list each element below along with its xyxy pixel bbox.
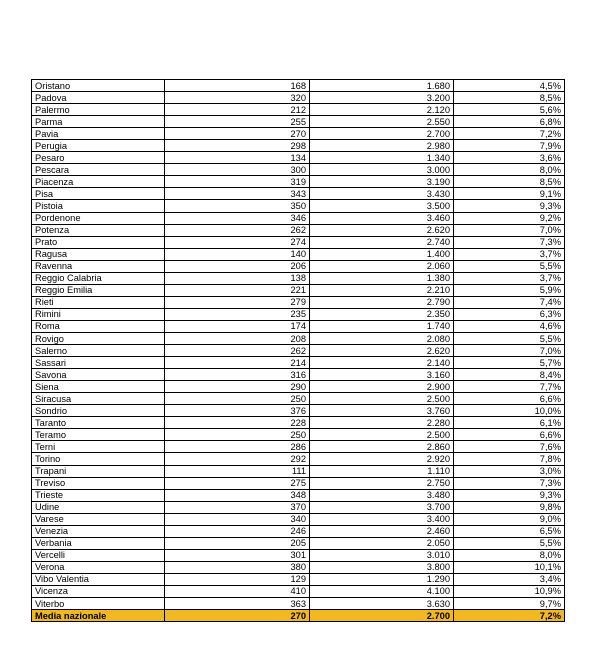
table-row: [32, 381, 565, 393]
value-cell: 138: [165, 272, 310, 284]
table-row: [32, 477, 565, 489]
percent-cell: 6,5%: [454, 525, 565, 537]
percent-cell: 10,9%: [454, 585, 565, 597]
city-name-cell: Prato: [32, 236, 165, 248]
table-row: [32, 405, 565, 417]
city-name-cell: Potenza: [32, 224, 165, 236]
value-cell: 380: [165, 561, 310, 573]
value-cell: 370: [165, 501, 310, 513]
table-row: [32, 260, 565, 272]
table-row: [32, 296, 565, 308]
city-name-cell: Reggio Emilia: [32, 284, 165, 296]
table-row: [32, 272, 565, 284]
amount-cell: 2.080: [310, 332, 454, 344]
percent-cell: 5,5%: [454, 537, 565, 549]
amount-cell: 2.460: [310, 525, 454, 537]
amount-cell: 2.620: [310, 345, 454, 357]
table-row: [32, 417, 565, 429]
amount-cell: 4.100: [310, 585, 454, 597]
value-cell: 140: [165, 248, 310, 260]
percent-cell: 8,5%: [454, 92, 565, 104]
value-cell: 300: [165, 164, 310, 176]
value-cell: 319: [165, 176, 310, 188]
percent-cell: 3,6%: [454, 152, 565, 164]
city-name-cell: Taranto: [32, 417, 165, 429]
amount-cell: 1.290: [310, 573, 454, 585]
value-cell: 292: [165, 453, 310, 465]
value-cell: 290: [165, 381, 310, 393]
percent-cell: 10,1%: [454, 561, 565, 573]
city-name-cell: Trapani: [32, 465, 165, 477]
table-row: [32, 284, 565, 296]
amount-cell: 3.400: [310, 513, 454, 525]
percent-cell: 7,2%: [454, 128, 565, 140]
table-row: [32, 598, 565, 610]
value-cell: 274: [165, 236, 310, 248]
value-cell: 320: [165, 92, 310, 104]
amount-cell: 3.630: [310, 598, 454, 610]
city-name-cell: Treviso: [32, 477, 165, 489]
table-row: [32, 549, 565, 561]
amount-cell: 2.860: [310, 441, 454, 453]
table-row: [32, 152, 565, 164]
amount-cell: 3.760: [310, 405, 454, 417]
percent-cell: 7,0%: [454, 345, 565, 357]
table-row: [32, 176, 565, 188]
city-name-cell: Vercelli: [32, 549, 165, 561]
amount-cell: 2.550: [310, 116, 454, 128]
percent-cell: 3,7%: [454, 272, 565, 284]
percent-cell: 5,6%: [454, 104, 565, 116]
percent-cell: 8,0%: [454, 549, 565, 561]
value-cell: 301: [165, 549, 310, 561]
value-cell: 348: [165, 489, 310, 501]
city-name-cell: Ravenna: [32, 260, 165, 272]
city-name-cell: Reggio Calabria: [32, 272, 165, 284]
amount-cell: 2.500: [310, 429, 454, 441]
city-name-cell: Rieti: [32, 296, 165, 308]
amount-cell: 2.140: [310, 357, 454, 369]
amount-cell: 3.700: [310, 501, 454, 513]
table-row: [32, 140, 565, 152]
value-cell: 228: [165, 417, 310, 429]
amount-cell: 2.280: [310, 417, 454, 429]
city-name-cell: Verbania: [32, 537, 165, 549]
percent-cell: 3,7%: [454, 248, 565, 260]
value-cell: 168: [165, 80, 310, 92]
city-name-cell: Udine: [32, 501, 165, 513]
table-row: [32, 200, 565, 212]
value-cell: 363: [165, 598, 310, 610]
value-cell: 275: [165, 477, 310, 489]
value-cell: 262: [165, 224, 310, 236]
table-row: [32, 248, 565, 260]
value-cell: 134: [165, 152, 310, 164]
value-cell: 235: [165, 308, 310, 320]
table-row: [32, 393, 565, 405]
city-name-cell: Torino: [32, 453, 165, 465]
value-cell: 214: [165, 357, 310, 369]
city-name-cell: Piacenza: [32, 176, 165, 188]
table-row: [32, 585, 565, 597]
percent-cell: 7,8%: [454, 453, 565, 465]
city-name-cell: Venezia: [32, 525, 165, 537]
value-cell: 212: [165, 104, 310, 116]
value-cell: 111: [165, 465, 310, 477]
amount-cell: 3.010: [310, 549, 454, 561]
percent-cell: 5,5%: [454, 332, 565, 344]
percent-cell: 5,9%: [454, 284, 565, 296]
table-row: [32, 357, 565, 369]
percent-cell: 7,3%: [454, 477, 565, 489]
amount-cell: 2.700: [310, 128, 454, 140]
city-name-cell: Roma: [32, 320, 165, 332]
city-name-cell: Rimini: [32, 308, 165, 320]
value-cell: 343: [165, 188, 310, 200]
percent-cell: 7,0%: [454, 224, 565, 236]
amount-cell: 3.000: [310, 164, 454, 176]
city-name-cell: Pesaro: [32, 152, 165, 164]
table-row: [32, 465, 565, 477]
table-row: [32, 561, 565, 573]
amount-cell: 1.380: [310, 272, 454, 284]
table-row: [32, 212, 565, 224]
city-name-cell: Pistoia: [32, 200, 165, 212]
amount-cell: 1.400: [310, 248, 454, 260]
city-name-cell: Padova: [32, 92, 165, 104]
percent-cell: 8,4%: [454, 369, 565, 381]
value-cell: 221: [165, 284, 310, 296]
value-cell: 255: [165, 116, 310, 128]
table-row: [32, 188, 565, 200]
amount-cell: 2.060: [310, 260, 454, 272]
amount-cell: 1.740: [310, 320, 454, 332]
amount-cell: 2.050: [310, 537, 454, 549]
amount-cell: 3.500: [310, 200, 454, 212]
amount-cell: 2.980: [310, 140, 454, 152]
city-name-cell: Vibo Valentia: [32, 573, 165, 585]
city-name-cell: Perugia: [32, 140, 165, 152]
value-cell: 298: [165, 140, 310, 152]
table-row: [32, 164, 565, 176]
value-cell: 350: [165, 200, 310, 212]
percent-cell: 6,6%: [454, 393, 565, 405]
city-name-cell: Palermo: [32, 104, 165, 116]
city-name-cell: Trieste: [32, 489, 165, 501]
value-cell: 174: [165, 320, 310, 332]
percent-cell: 9,3%: [454, 489, 565, 501]
table-row: [32, 489, 565, 501]
value-cell: 270: [165, 128, 310, 140]
percent-cell: 7,4%: [454, 296, 565, 308]
amount-cell: 3.460: [310, 212, 454, 224]
city-name-cell: Oristano: [32, 80, 165, 92]
value-cell: 410: [165, 585, 310, 597]
table-row: [32, 537, 565, 549]
city-name-cell: Savona: [32, 369, 165, 381]
amount-cell: 2.900: [310, 381, 454, 393]
table-row: [32, 429, 565, 441]
amount-cell: 1.680: [310, 80, 454, 92]
amount-cell: 2.790: [310, 296, 454, 308]
total-row: [32, 610, 565, 622]
value-cell: 246: [165, 525, 310, 537]
percent-cell: 9,1%: [454, 188, 565, 200]
value-cell: 279: [165, 296, 310, 308]
table-row: [32, 116, 565, 128]
city-name-cell: Sondrio: [32, 405, 165, 417]
table-row: [32, 236, 565, 248]
city-name-cell: Sassari: [32, 357, 165, 369]
city-name-cell: Pavia: [32, 128, 165, 140]
city-name-cell: Pescara: [32, 164, 165, 176]
table-row: [32, 80, 565, 92]
percent-cell: 7,3%: [454, 236, 565, 248]
city-name-cell: Siracusa: [32, 393, 165, 405]
amount-cell: 3.430: [310, 188, 454, 200]
amount-cell: 2.620: [310, 224, 454, 236]
value-cell: 346: [165, 212, 310, 224]
percent-cell: 8,5%: [454, 176, 565, 188]
table-row: [32, 320, 565, 332]
percent-cell: 5,7%: [454, 357, 565, 369]
city-name-cell: Pisa: [32, 188, 165, 200]
city-name-cell: Varese: [32, 513, 165, 525]
amount-cell: 3.190: [310, 176, 454, 188]
table-row: [32, 513, 565, 525]
amount-cell: 3.200: [310, 92, 454, 104]
amount-cell: 2.740: [310, 236, 454, 248]
amount-cell: 2.500: [310, 393, 454, 405]
percent-cell: 4,6%: [454, 320, 565, 332]
amount-cell: 2.920: [310, 453, 454, 465]
city-name-cell: Vicenza: [32, 585, 165, 597]
city-name-cell: Teramo: [32, 429, 165, 441]
percent-cell: 6,3%: [454, 308, 565, 320]
city-name-cell: Parma: [32, 116, 165, 128]
amount-cell: 1.340: [310, 152, 454, 164]
table-row: [32, 332, 565, 344]
table-row: [32, 453, 565, 465]
table-row: [32, 128, 565, 140]
value-cell: 208: [165, 332, 310, 344]
table-body: [32, 80, 565, 622]
amount-cell: 3.160: [310, 369, 454, 381]
value-cell: 206: [165, 260, 310, 272]
table-row: [32, 224, 565, 236]
table-row: [32, 104, 565, 116]
amount-cell: 2.120: [310, 104, 454, 116]
percent-cell: 9,8%: [454, 501, 565, 513]
table-row: [32, 369, 565, 381]
value-cell: 250: [165, 429, 310, 441]
city-name-cell: Terni: [32, 441, 165, 453]
value-cell: 129: [165, 573, 310, 585]
percent-cell: 6,8%: [454, 116, 565, 128]
table-row: [32, 92, 565, 104]
percent-cell: 3,0%: [454, 465, 565, 477]
value-cell: 340: [165, 513, 310, 525]
table-row: [32, 573, 565, 585]
amount-cell: 3.480: [310, 489, 454, 501]
city-name-cell: Viterbo: [32, 598, 165, 610]
value-cell: 250: [165, 393, 310, 405]
total-percent-cell: 7,2%: [454, 610, 565, 622]
table-row: [32, 441, 565, 453]
amount-cell: 3.800: [310, 561, 454, 573]
table-row: [32, 501, 565, 513]
percent-cell: 8,0%: [454, 164, 565, 176]
value-cell: 205: [165, 537, 310, 549]
city-name-cell: Ragusa: [32, 248, 165, 260]
percent-cell: 5,5%: [454, 260, 565, 272]
table-row: [32, 345, 565, 357]
table-row: [32, 308, 565, 320]
percent-cell: 9,7%: [454, 598, 565, 610]
city-name-cell: Siena: [32, 381, 165, 393]
percent-cell: 7,7%: [454, 381, 565, 393]
city-name-cell: Pordenone: [32, 212, 165, 224]
percent-cell: 6,6%: [454, 429, 565, 441]
total-value-cell: 270: [165, 610, 310, 622]
city-data-table: [31, 79, 565, 622]
total-amount-cell: 2.700: [310, 610, 454, 622]
city-name-cell: Salerno: [32, 345, 165, 357]
percent-cell: 6,1%: [454, 417, 565, 429]
amount-cell: 2.210: [310, 284, 454, 296]
percent-cell: 9,0%: [454, 513, 565, 525]
percent-cell: 9,3%: [454, 200, 565, 212]
value-cell: 286: [165, 441, 310, 453]
amount-cell: 2.350: [310, 308, 454, 320]
city-name-cell: Verona: [32, 561, 165, 573]
value-cell: 316: [165, 369, 310, 381]
total-city-name-cell: Media nazionale: [32, 610, 165, 622]
city-name-cell: Rovigo: [32, 332, 165, 344]
value-cell: 262: [165, 345, 310, 357]
percent-cell: 10,0%: [454, 405, 565, 417]
percent-cell: 7,6%: [454, 441, 565, 453]
percent-cell: 3,4%: [454, 573, 565, 585]
table-row: [32, 525, 565, 537]
percent-cell: 9,2%: [454, 212, 565, 224]
amount-cell: 2.750: [310, 477, 454, 489]
amount-cell: 1.110: [310, 465, 454, 477]
percent-cell: 7,9%: [454, 140, 565, 152]
value-cell: 376: [165, 405, 310, 417]
percent-cell: 4,5%: [454, 80, 565, 92]
